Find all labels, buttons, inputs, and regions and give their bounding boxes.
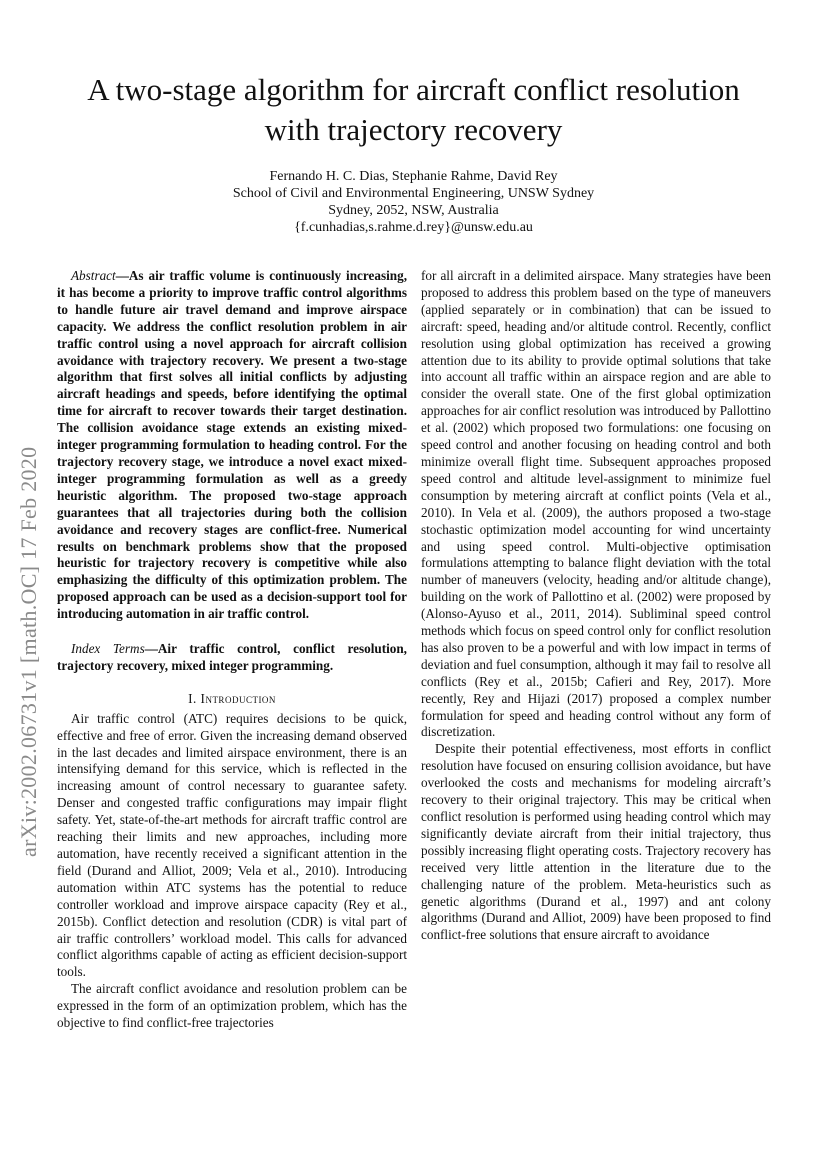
author-block [40,168,787,236]
body-paragraph: for all aircraft in a delimited airspace. Many strategies have been proposed to address this problem based on the type of maneuvers (applied separately or in combination) that can be issued to aircraft: speed, heading and/or altitude control. Recently, conflict resolution using global optimization has received a growing attention due to its ability to provide optimal solutions that take into account all traffic within an airspace region and are able to consider the overall state. One of the first global optimization approaches for air conflict resolution was introduced by Pallottino et al. (2002) which proposed two formulations: one focusing on speed control and another focusing on heading control and both minimize overall flight time. Subsequent approaches proposed speed control and altitude level-assignment to minimize fuel consumption by metering aircraft at conflict points (Vela et al., 2010). In Vela et al. (2009), the authors proposed a two-stage stochastic optimization model accounting for wind uncertainty and using speed control. Multi-objective optimisation formulations attempting to balance flight deviation with the total number of maneuvers (velocity, heading and/or altitude change), building on the work of Pallottino et al. (2002) were proposed by (Alonso-Ayuso et al., 2011, 2014). Subliminal speed control methods which focus on speed control only for conflict resolution has also proven to be a powerful and with low impact in terms of deviation and fuel consumption, although it may fail to resolve all conflicts (Rey et al., 2015b; Cafieri and Rey, 2017). More recently, Rey and Hijazi (2017) proposed a complex number formulation for speed and heading control without any form of discretization. [421,268,771,740]
body-paragraph: Air traffic control (ATC) requires decisions to be quick, effective and free of error. Given the increasing demand observed in the last decades and limited airspace environment, there is an intensifying demand for this service, which is reflected in the increasing amount of control necessary to guarantee safety. Denser and congested traffic configurations may impair flight safety. Yet, state-of-the-art methods for aircraft traffic control are reaching their limits and new approaches, including more automation, have recently received a significant attention in the field (Durand and Alliot, 2009; Vela et al., 2010). Introducing automation within ATC systems has the potential to reduce controller workload and improve airspace capacity (Rey et al., 2015b). Conflict detection and resolution (CDR) is vital part of air traffic controllers’ workload model. This calls for advanced conflict algorithms capable of acting as efficient decision-support tools. [57,710,407,980]
author-email: {f.cunhadias,s.rahme.d.rey}@unsw.edu.au [294,220,533,235]
author-affiliation: School of Civil and Environmental Engineering, UNSW Sydney [232,186,595,201]
abstract-text: —As air traffic volume is continuously increasing, it has become a priority to improve traffic control algorithms to handle future air travel demand and improve airspace capacity. We address the conflict resolution problem in air traffic control using a novel approach for aircraft collision avoidance with trajectory recovery. We present a two-stage algorithm that first solves all initial conflicts by adjusting aircraft headings and speeds, before identifying the optimal time for aircraft to recover towards their target destination. The collision avoidance stage extends an existing mixed-integer programming formulation to heading control. For the trajectory recovery stage, we introduce a novel exact mixed-integer programming formulation as well as a greedy heuristic algorithm. The proposed two-stage approach guarantees that all trajectories during both the collision avoidance and recovery stages are conflict-free. Numerical results on benchmark problems show that the proposed heuristic for trajectory recovery is competitive while also emphasizing the difficulty of this optimization problem. The proposed approach can be used as a decision-support tool for introducing automation in air traffic control. [57,268,407,622]
index-terms [57,641,407,675]
left-column [57,268,407,1032]
index-terms-text: —Air traffic control, conflict resolution, trajectory recovery, mixed integer programming. [57,641,407,673]
arxiv-identifier-stamp: arXiv:2002.06731v1 [math.OC] 17 Feb 2020 [16,446,41,857]
paper-title [40,70,787,150]
right-column [421,268,771,944]
author-address: Sydney, 2052, NSW, Australia [328,203,499,218]
body-paragraph: Despite their potential effectiveness, most efforts in conflict resolution have focused on ensuring collision avoidance, but have overlooked the costs and mechanisms for modeling aircraft’s recovery to their original trajectory. This may be critical when conflict resolution is performed using heading control which may significantly deviate aircraft from their initial trajectory, thus possibly increasing flight operating costs. Trajectory recovery has received very little attention in the literature due to the challenging nature of the problem. Meta-heuristics such as genetic algorithms (Durand et al., 1997) and ant colony algorithms (Durand and Alliot, 2009) have been proposed to find conflict-free solutions that ensure aircraft to avoidance [421,741,771,943]
abstract [57,268,407,623]
body-paragraph: The aircraft conflict avoidance and resolution problem can be expressed in the form of an optimization problem, which has the objective to find conflict-free trajectories [57,981,407,1031]
author-names: Fernando H. C. Dias, Stephanie Rahme, David Rey [269,169,558,184]
title-line-2: with trajectory recovery [264,112,563,147]
title-line-1: A two-stage algorithm for aircraft conflict resolution [87,72,740,107]
index-terms-label: Index Terms [71,641,145,657]
abstract-label: Abstract [71,268,116,283]
section-heading-introduction: I. Introduction [188,690,276,706]
